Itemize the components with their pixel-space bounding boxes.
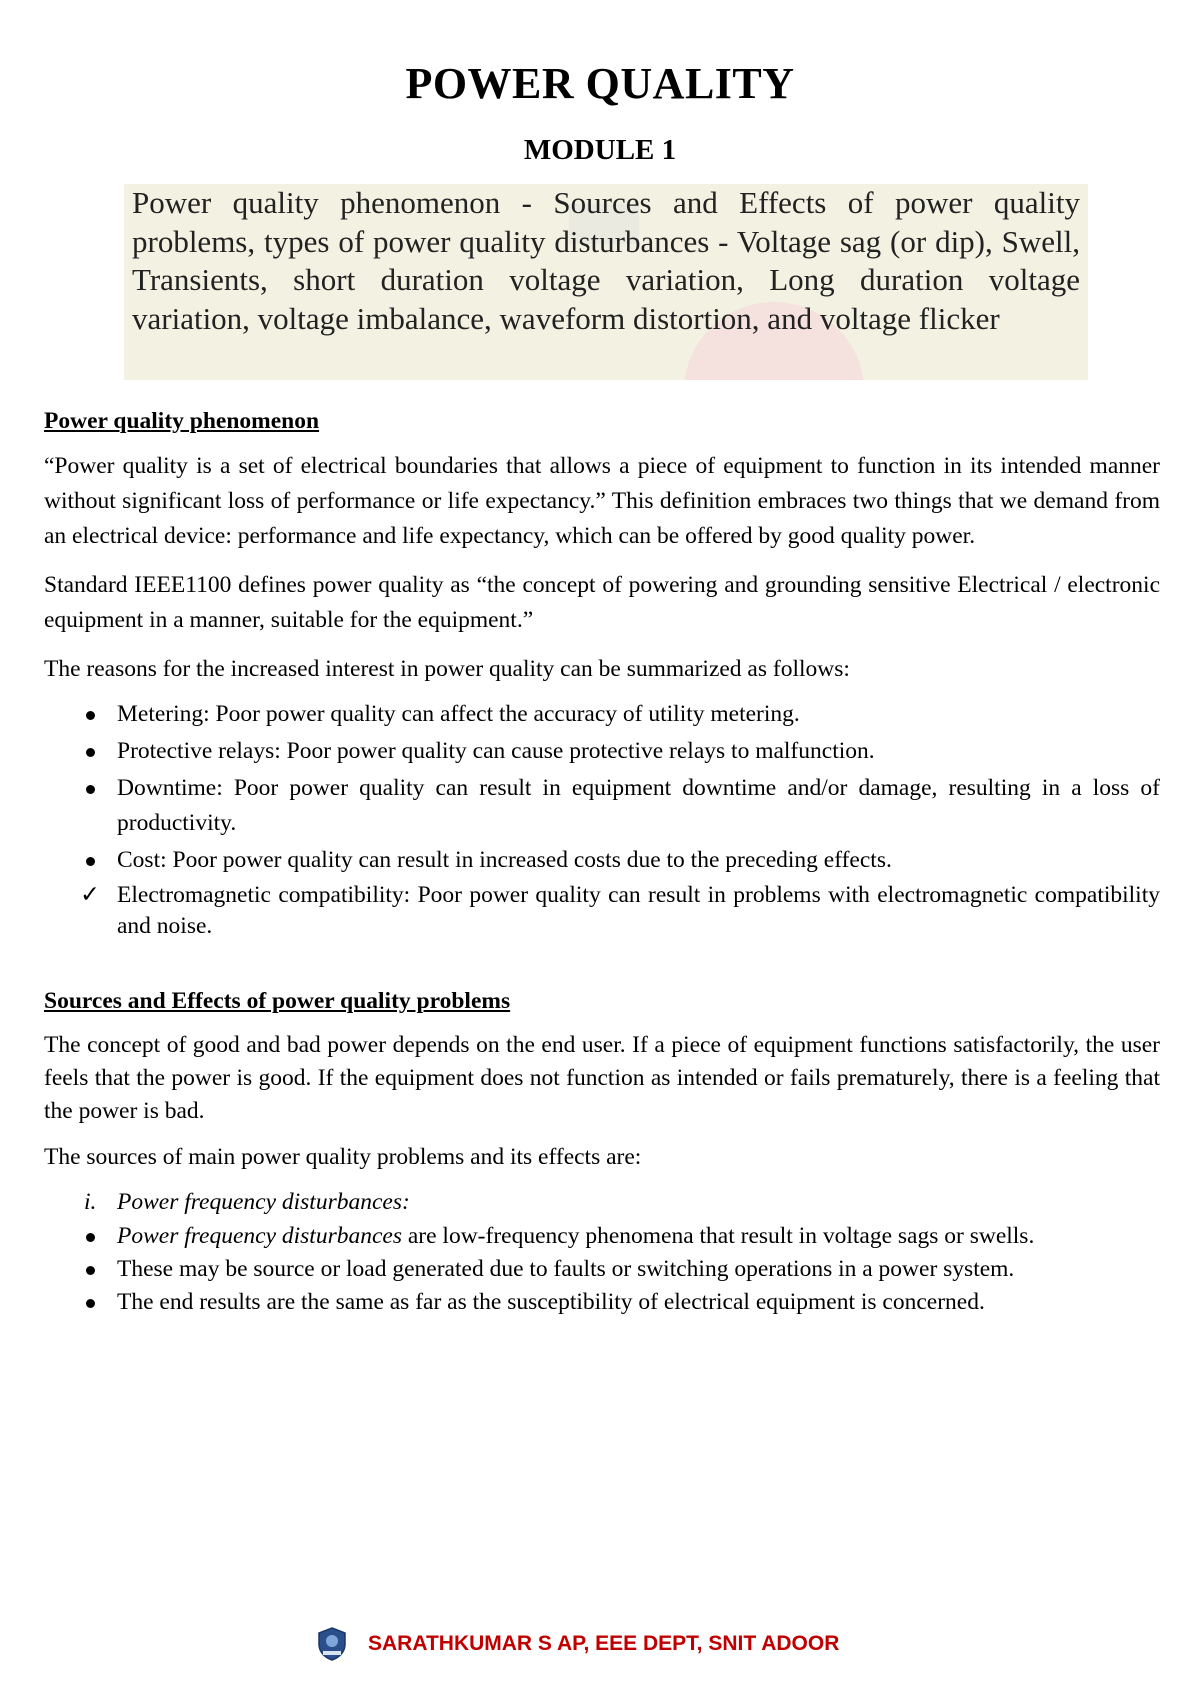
document-body bbox=[44, 404, 1160, 1319]
list-item-text: Cost: Poor power quality can result in increased costs due to the preceding effects. bbox=[117, 847, 892, 873]
list-item-text: Electromagnetic compatibility: Poor power quality can result in problems with electromagnetic compatibility and noise. bbox=[117, 882, 1160, 939]
bullet-icon bbox=[78, 1220, 102, 1253]
list-item bbox=[44, 1253, 1160, 1286]
bullet-icon bbox=[78, 1286, 102, 1319]
list-item-text: Metering: Poor power quality can affect the accuracy of utility metering. bbox=[117, 701, 800, 727]
ieee-definition-paragraph: Standard IEEE1100 defines power quality as “the concept of powering and grounding sensitive Electrical / electronic equipment in a manner, suitable for the equipment.” bbox=[44, 572, 1160, 633]
italic-term: Power frequency disturbances bbox=[117, 1223, 402, 1249]
module-heading: MODULE 1 bbox=[523, 134, 677, 166]
sources-paragraph: The concept of good and bad power depends on the end user. If a piece of equipment functions satisfactorily, the user feels that the power is good. If the equipment does not function as intended or fails prematurely, there is a feeling that the power is bad. bbox=[44, 1032, 1160, 1124]
bullet-icon bbox=[78, 843, 102, 878]
bullet-icon bbox=[78, 697, 102, 732]
list-item-text: are low-frequency phenomena that result in voltage sags or swells. bbox=[401, 1223, 1035, 1249]
bullet-icon bbox=[78, 1253, 102, 1286]
roman-numeral: i. bbox=[84, 1189, 97, 1215]
definition-paragraph: “Power quality is a set of electrical boundaries that allows a piece of equipment to function in its intended manner without significant loss of performance or life expectancy.” This definition embraces two things that we demand from an electrical device: performance and life expectancy, which can be offered by good quality power. bbox=[44, 453, 1160, 549]
list-item-text: Downtime: Poor power quality can result in equipment downtime and/or damage, resulting in a loss of productivity. bbox=[117, 775, 1160, 836]
bullet-icon bbox=[78, 734, 102, 769]
list-item bbox=[44, 771, 1160, 841]
list-item bbox=[44, 880, 1160, 942]
syllabus-text: Power quality phenomenon - Sources and Effects of power quality problems, types of power quality disturbances - Voltage sag (or dip), Swell, Transients, short duration voltage variation, Long duration voltage variation, voltage imbalance, waveform distortion, and voltage flicker bbox=[132, 185, 1080, 336]
bullet-icon bbox=[78, 771, 102, 806]
sources-intro: The sources of main power quality problems and its effects are: bbox=[44, 1144, 642, 1170]
sources-section bbox=[44, 984, 1160, 1319]
numbered-item-title: Power frequency disturbances: bbox=[117, 1189, 410, 1215]
list-item bbox=[44, 697, 1160, 732]
list-item bbox=[44, 734, 1160, 769]
list-item-text: These may be source or load generated due to faults or switching operations in a power system. bbox=[117, 1256, 1015, 1282]
list-item-text: The end results are the same as far as the susceptibility of electrical equipment is concerned. bbox=[117, 1289, 985, 1315]
syllabus-box bbox=[124, 184, 1088, 380]
list-item bbox=[44, 1286, 1160, 1319]
checkmark-icon: ✓ bbox=[80, 882, 100, 908]
reasons-intro: The reasons for the increased interest in power quality can be summarized as follows: bbox=[44, 656, 850, 682]
section-heading-sources: Sources and Effects of power quality problems bbox=[44, 988, 511, 1014]
institution-logo-icon bbox=[316, 1626, 348, 1662]
document-title: POWER QUALITY bbox=[405, 59, 795, 108]
list-item-text: Protective relays: Poor power quality can cause protective relays to malfunction. bbox=[117, 738, 875, 764]
list-item bbox=[44, 1220, 1160, 1253]
reasons-list bbox=[44, 697, 1160, 942]
footer-credit: SARATHKUMAR S AP, EEE DEPT, SNIT ADOOR bbox=[368, 1632, 840, 1655]
numbered-item bbox=[44, 1185, 1160, 1220]
disturbances-list bbox=[44, 1220, 1160, 1319]
section-heading-phenomenon: Power quality phenomenon bbox=[44, 408, 320, 434]
page-footer bbox=[316, 1624, 839, 1664]
list-item bbox=[44, 843, 1160, 878]
